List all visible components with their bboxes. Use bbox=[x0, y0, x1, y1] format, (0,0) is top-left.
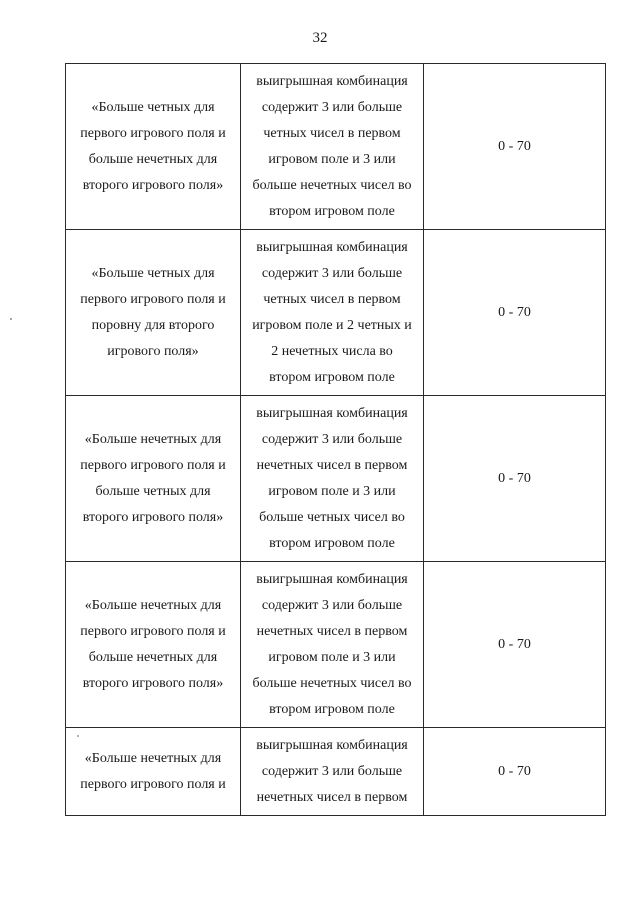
winning-condition-line: втором игровом поле bbox=[269, 701, 395, 717]
combination-name bbox=[66, 593, 240, 697]
combination-name-line: первого игрового поля и bbox=[80, 623, 226, 639]
winning-condition-line: четных чисел в первом bbox=[263, 291, 401, 307]
winning-condition-line: игровом поле и 3 или bbox=[268, 483, 396, 499]
prize-range: 0 - 70 bbox=[498, 763, 531, 779]
combination-name-line: поровну для второго bbox=[91, 317, 215, 333]
table-row bbox=[66, 562, 606, 728]
table-row bbox=[66, 64, 606, 230]
prize-range: 0 - 70 bbox=[498, 138, 531, 154]
prize-range: 0 - 70 bbox=[498, 636, 531, 652]
winning-condition-line: выигрышная комбинация bbox=[256, 571, 408, 587]
winning-condition-cell bbox=[241, 396, 424, 562]
scan-speck bbox=[10, 318, 12, 320]
winning-condition-line: нечетных чисел в первом bbox=[256, 457, 408, 473]
winning-condition-line: больше нечетных чисел во bbox=[252, 675, 412, 691]
winning-condition bbox=[241, 401, 423, 557]
winning-condition-line: втором игровом поле bbox=[269, 369, 395, 385]
winning-condition-line: содержит 3 или больше bbox=[261, 597, 403, 613]
table-body bbox=[66, 64, 606, 816]
combination-name-line: больше нечетных для bbox=[88, 649, 218, 665]
combination-name-line: второго игрового поля» bbox=[82, 177, 224, 193]
winning-condition bbox=[241, 733, 423, 811]
prize-range-cell bbox=[424, 562, 606, 728]
winning-condition-line: содержит 3 или больше bbox=[261, 99, 403, 115]
combination-name-line: первого игрового поля и bbox=[80, 291, 226, 307]
combination-name-line: первого игрового поля и bbox=[80, 125, 226, 141]
table-row bbox=[66, 230, 606, 396]
combination-name bbox=[66, 261, 240, 365]
combination-name-line: «Больше нечетных для bbox=[84, 431, 222, 447]
combination-name-line: больше нечетных для bbox=[88, 151, 218, 167]
prize-range-cell bbox=[424, 230, 606, 396]
winning-condition-cell bbox=[241, 64, 424, 230]
winning-condition-cell bbox=[241, 728, 424, 816]
combination-name-line: игрового поля» bbox=[107, 343, 199, 359]
combination-name-line: второго игрового поля» bbox=[82, 675, 224, 691]
winning-condition-line: четных чисел в первом bbox=[263, 125, 401, 141]
combination-name-cell bbox=[66, 562, 241, 728]
combination-name-line: второго игрового поля» bbox=[82, 509, 224, 525]
table-row bbox=[66, 728, 606, 816]
winning-condition-line: игровом поле и 3 или bbox=[268, 151, 396, 167]
combination-name bbox=[66, 427, 240, 531]
combination-name-line: больше четных для bbox=[95, 483, 211, 499]
winning-condition-line: игровом поле и 3 или bbox=[268, 649, 396, 665]
combination-name-cell bbox=[66, 64, 241, 230]
prize-range: 0 - 70 bbox=[498, 304, 531, 320]
combination-name bbox=[66, 95, 240, 199]
winning-condition-line: содержит 3 или больше bbox=[261, 763, 403, 779]
combination-name-cell bbox=[66, 230, 241, 396]
page-number: 32 bbox=[312, 30, 328, 46]
table-row bbox=[66, 396, 606, 562]
lottery-combinations-table bbox=[65, 63, 606, 816]
prize-range: 0 - 70 bbox=[498, 470, 531, 486]
winning-condition-line: содержит 3 или больше bbox=[261, 431, 403, 447]
combination-name bbox=[66, 746, 240, 798]
prize-range-cell bbox=[424, 64, 606, 230]
winning-condition-line: выигрышная комбинация bbox=[256, 737, 408, 753]
winning-condition-line: втором игровом поле bbox=[269, 535, 395, 551]
combination-name-line: «Больше нечетных для bbox=[84, 597, 222, 613]
winning-condition bbox=[241, 69, 423, 225]
winning-condition-line: больше нечетных чисел во bbox=[252, 177, 412, 193]
prize-range-cell bbox=[424, 728, 606, 816]
winning-condition-line: нечетных чисел в первом bbox=[256, 623, 408, 639]
winning-condition-line: 2 нечетных числа во bbox=[271, 343, 393, 359]
combination-name-line: первого игрового поля и bbox=[80, 457, 226, 473]
combination-name-cell bbox=[66, 396, 241, 562]
prize-range-cell bbox=[424, 396, 606, 562]
winning-condition-line: содержит 3 или больше bbox=[261, 265, 403, 281]
combination-name-line: «Больше нечетных для bbox=[84, 750, 222, 766]
combination-name-line: первого игрового поля и bbox=[80, 776, 226, 792]
winning-condition-cell bbox=[241, 562, 424, 728]
winning-condition-cell bbox=[241, 230, 424, 396]
combination-name-cell bbox=[66, 728, 241, 816]
combination-name-line: «Больше четных для bbox=[91, 265, 215, 281]
winning-condition-line: втором игровом поле bbox=[269, 203, 395, 219]
winning-condition-line: больше четных чисел во bbox=[259, 509, 405, 525]
winning-condition-line: выигрышная комбинация bbox=[256, 73, 408, 89]
winning-condition-line: выигрышная комбинация bbox=[256, 239, 408, 255]
winning-condition-line: игровом поле и 2 четных и bbox=[252, 317, 412, 333]
winning-condition-line: нечетных чисел в первом bbox=[256, 789, 408, 805]
winning-condition bbox=[241, 567, 423, 723]
winning-condition-line: выигрышная комбинация bbox=[256, 405, 408, 421]
combination-name-line: «Больше четных для bbox=[91, 99, 215, 115]
winning-condition bbox=[241, 235, 423, 391]
